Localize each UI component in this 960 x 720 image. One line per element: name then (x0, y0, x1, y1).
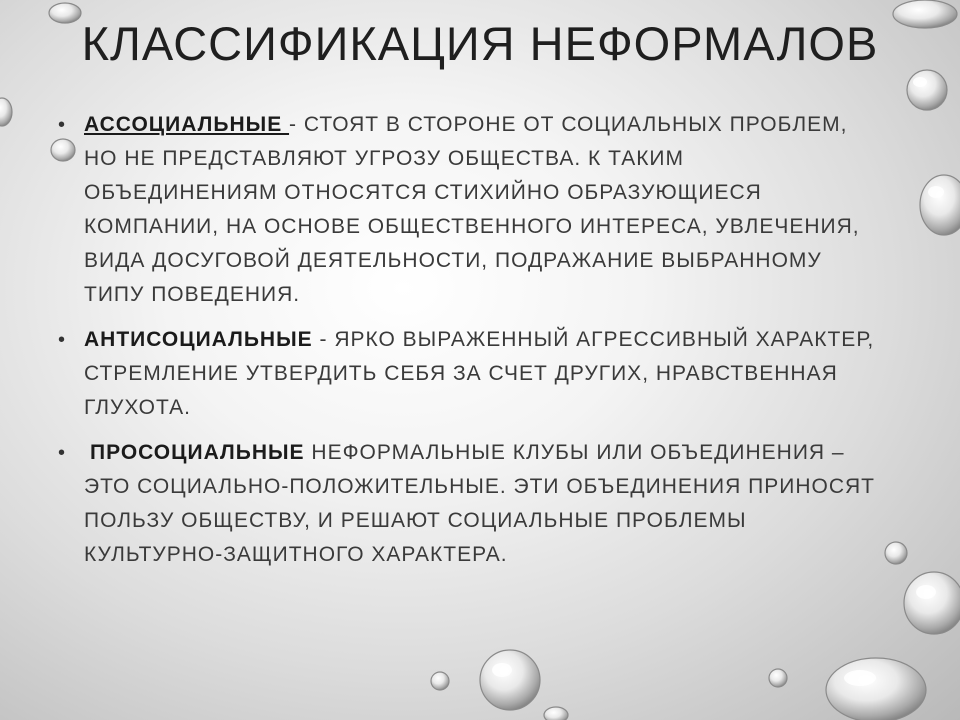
term-antisocial: АНТИСОЦИАЛЬНЫЕ (84, 328, 313, 351)
term-separator: - (312, 328, 335, 351)
slide-title: КЛАССИФИКАЦИЯ НЕФОРМАЛОВ (81, 17, 879, 70)
list-item-antisocial (58, 323, 878, 425)
list-item-text (84, 323, 878, 425)
term-separator: - (289, 113, 304, 136)
description-antisocial: ЯРКО ВЫРАЖЕННЫЙ АГРЕССИВНЫЙ ХАРАКТЕР, СТРЕМЛЕНИЕ УТВЕРДИТЬ СЕБЯ ЗА СЧЕТ ДРУГИХ, НРАВСТВЕННАЯ ГЛУХОТА. (84, 328, 875, 419)
description-associal: СТОЯТ В СТОРОНЕ ОТ СОЦИАЛЬНЫХ ПРОБЛЕМ, НО НЕ ПРЕДСТАВЛЯЮТ УГРОЗУ ОБЩЕСТВА. К ТАКИМ ОБЪЕДИНЕНИЯМ ОТНОСЯТСЯ СТИХИЙНО ОБРАЗУЮЩИЕСЯ КОМПАНИИ, НА ОСНОВЕ ОБЩЕСТВЕННОГО ИНТЕРЕСА, УВЛЕЧЕНИЯ, ВИДА ДОСУГОВОЙ ДЕЯТЕЛЬНОСТИ, ПОДРАЖАНИЕ ВЫБРАННОМУ ТИПУ ПОВЕДЕНИЯ. (84, 113, 860, 306)
list-item-text (84, 436, 878, 572)
bullet-icon: • (58, 329, 66, 351)
list-item-text (84, 108, 878, 312)
description-prosocial: НЕФОРМАЛЬНЫЕ КЛУБЫ ИЛИ ОБЪЕДИНЕНИЯ – ЭТО СОЦИАЛЬНО-ПОЛОЖИТЕЛЬНЫЕ. ЭТИ ОБЪЕДИНЕНИЯ ПРИНОСЯТ ПОЛЬЗУ ОБЩЕСТВУ, И РЕШАЮТ СОЦИАЛЬНЫЕ ПРОБЛЕМЫ КУЛЬТУРНО-ЗАЩИТНОГО ХАРАКТЕРА. (84, 441, 875, 566)
term-prosocial: ПРОСОЦИАЛЬНЫЕ (90, 441, 305, 464)
bullet-icon: • (58, 442, 66, 464)
bullet-icon: • (58, 114, 66, 136)
classification-list (58, 108, 878, 583)
term-associal: АССОЦИАЛЬНЫЕ (84, 113, 290, 136)
list-item-prosocial (58, 436, 878, 572)
list-item-associal (58, 108, 878, 312)
